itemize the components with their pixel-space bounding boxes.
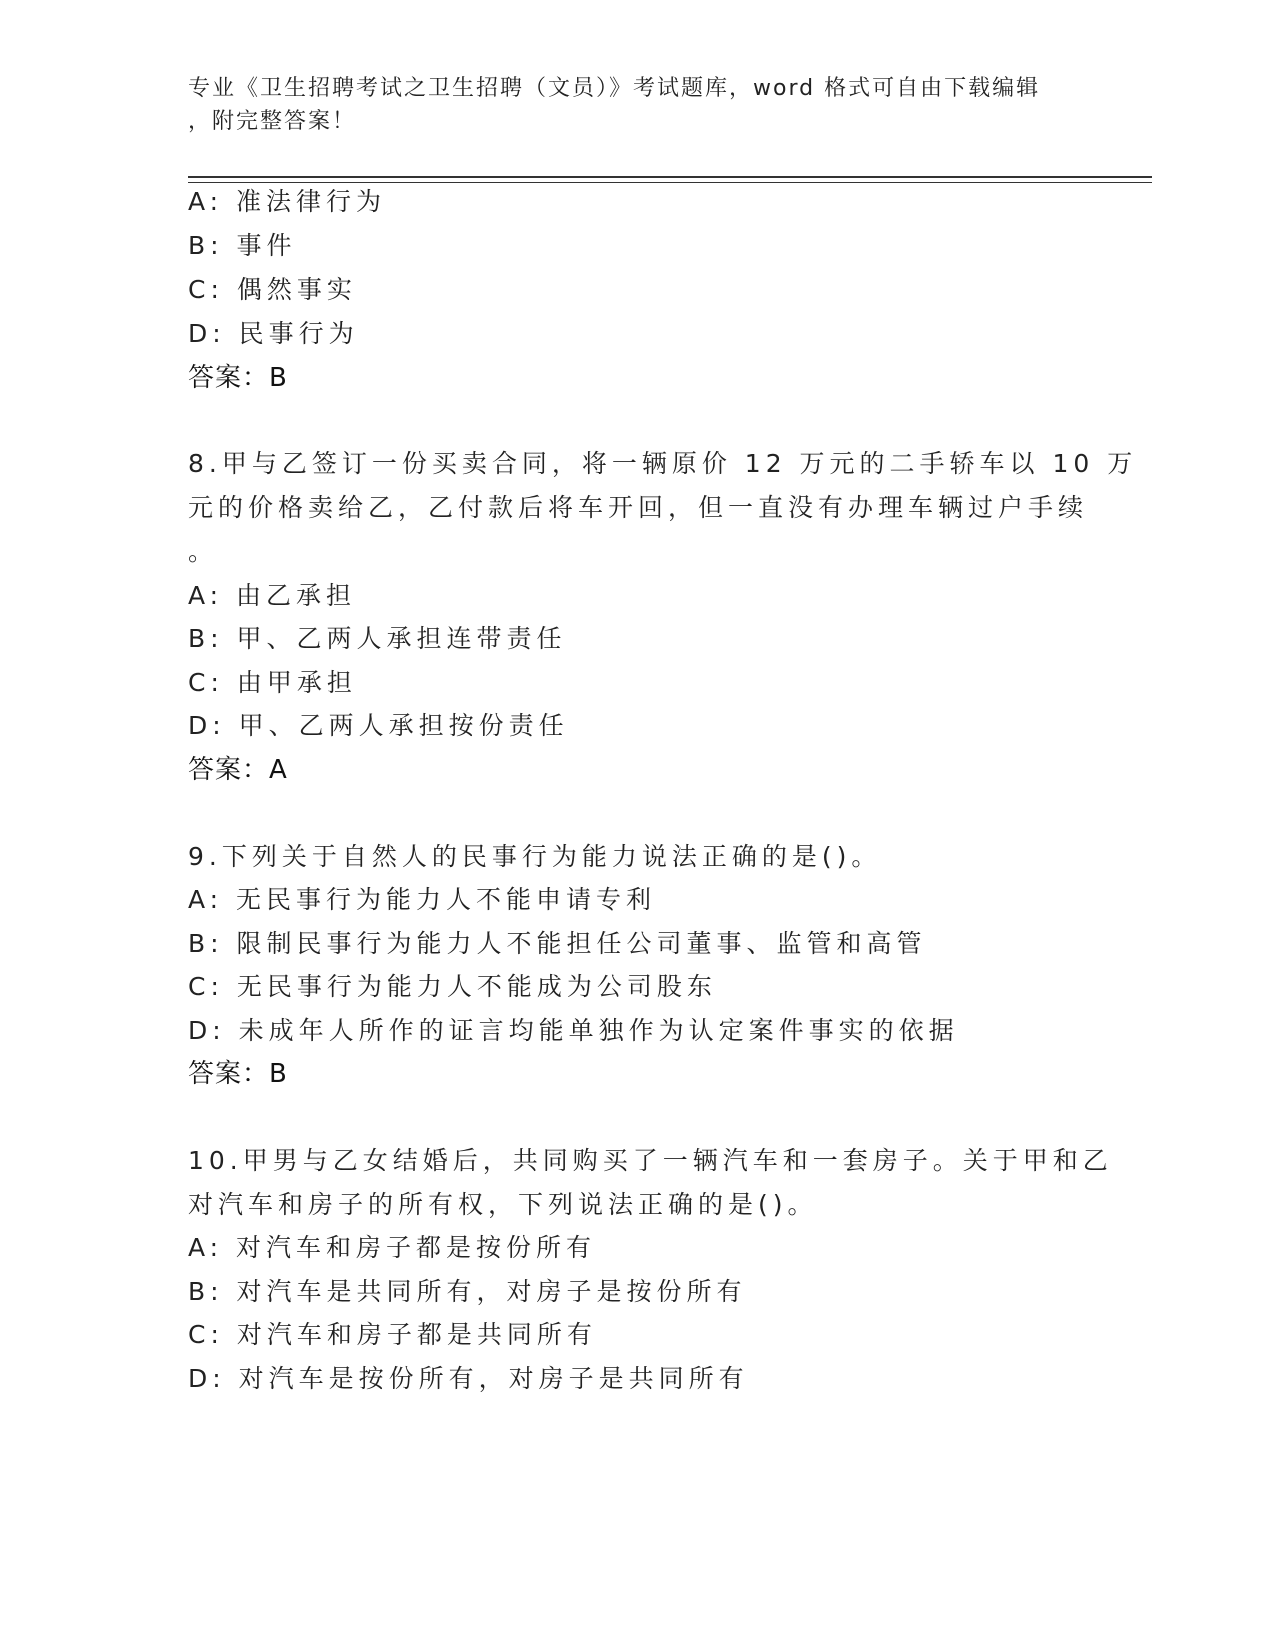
q8-stem-line-3: 。 — [188, 537, 219, 566]
q9-option-b: B: 限制民事行为能力人不能担任公司董事、监管和高管 — [188, 929, 927, 958]
q10-stem-line-1: 10.甲男与乙女结婚后，共同购买了一辆汽车和一套房子。关于甲和乙 — [188, 1146, 1113, 1175]
q7-option-d: D: 民事行为 — [188, 319, 359, 348]
q8-option-c: C: 由甲承担 — [188, 668, 357, 697]
header-rule-thick — [188, 176, 1152, 178]
q8-option-d: D: 甲、乙两人承担按份责任 — [188, 711, 569, 740]
q10-option-c: C: 对汽车和房子都是共同所有 — [188, 1320, 597, 1349]
header-line-2: ，附完整答案！ — [188, 109, 357, 134]
q10-option-d: D: 对汽车是按份所有，对房子是共同所有 — [188, 1364, 749, 1393]
q8-option-b: B: 甲、乙两人承担连带责任 — [188, 624, 567, 653]
q10-option-b: B: 对汽车是共同所有，对房子是按份所有 — [188, 1277, 747, 1306]
q8-option-a: A: 由乙承担 — [188, 581, 357, 610]
q9-stem-line-1: 9.下列关于自然人的民事行为能力说法正确的是()。 — [188, 842, 882, 871]
q9-answer: 答案：B — [188, 1059, 288, 1089]
q7-option-a: A: 准法律行为 — [188, 187, 387, 216]
q9-option-c: C: 无民事行为能力人不能成为公司股东 — [188, 972, 717, 1001]
q7-option-b: B: 事件 — [188, 231, 297, 260]
q7-option-c: C: 偶然事实 — [188, 275, 357, 304]
q9-option-d: D: 未成年人所作的证言均能单独作为认定案件事实的依据 — [188, 1016, 959, 1045]
q8-answer: 答案：A — [188, 755, 288, 785]
q10-option-a: A: 对汽车和房子都是按份所有 — [188, 1233, 597, 1262]
q8-stem-line-2: 元的价格卖给乙，乙付款后将车开回，但一直没有办理车辆过户手续 — [188, 493, 1089, 522]
q8-stem-line-1: 8.甲与乙签订一份买卖合同，将一辆原价 12 万元的二手轿车以 10 万 — [188, 449, 1138, 478]
header-line-1: 专业《卫生招聘考试之卫生招聘（文员）》考试题库，word 格式可自由下载编辑 — [188, 76, 1041, 101]
q10-stem-line-2: 对汽车和房子的所有权，下列说法正确的是()。 — [188, 1190, 818, 1219]
header-rule-thin — [188, 182, 1152, 183]
q7-answer: 答案：B — [188, 363, 288, 393]
q9-option-a: A: 无民事行为能力人不能申请专利 — [188, 885, 657, 914]
document-header — [188, 72, 1068, 138]
